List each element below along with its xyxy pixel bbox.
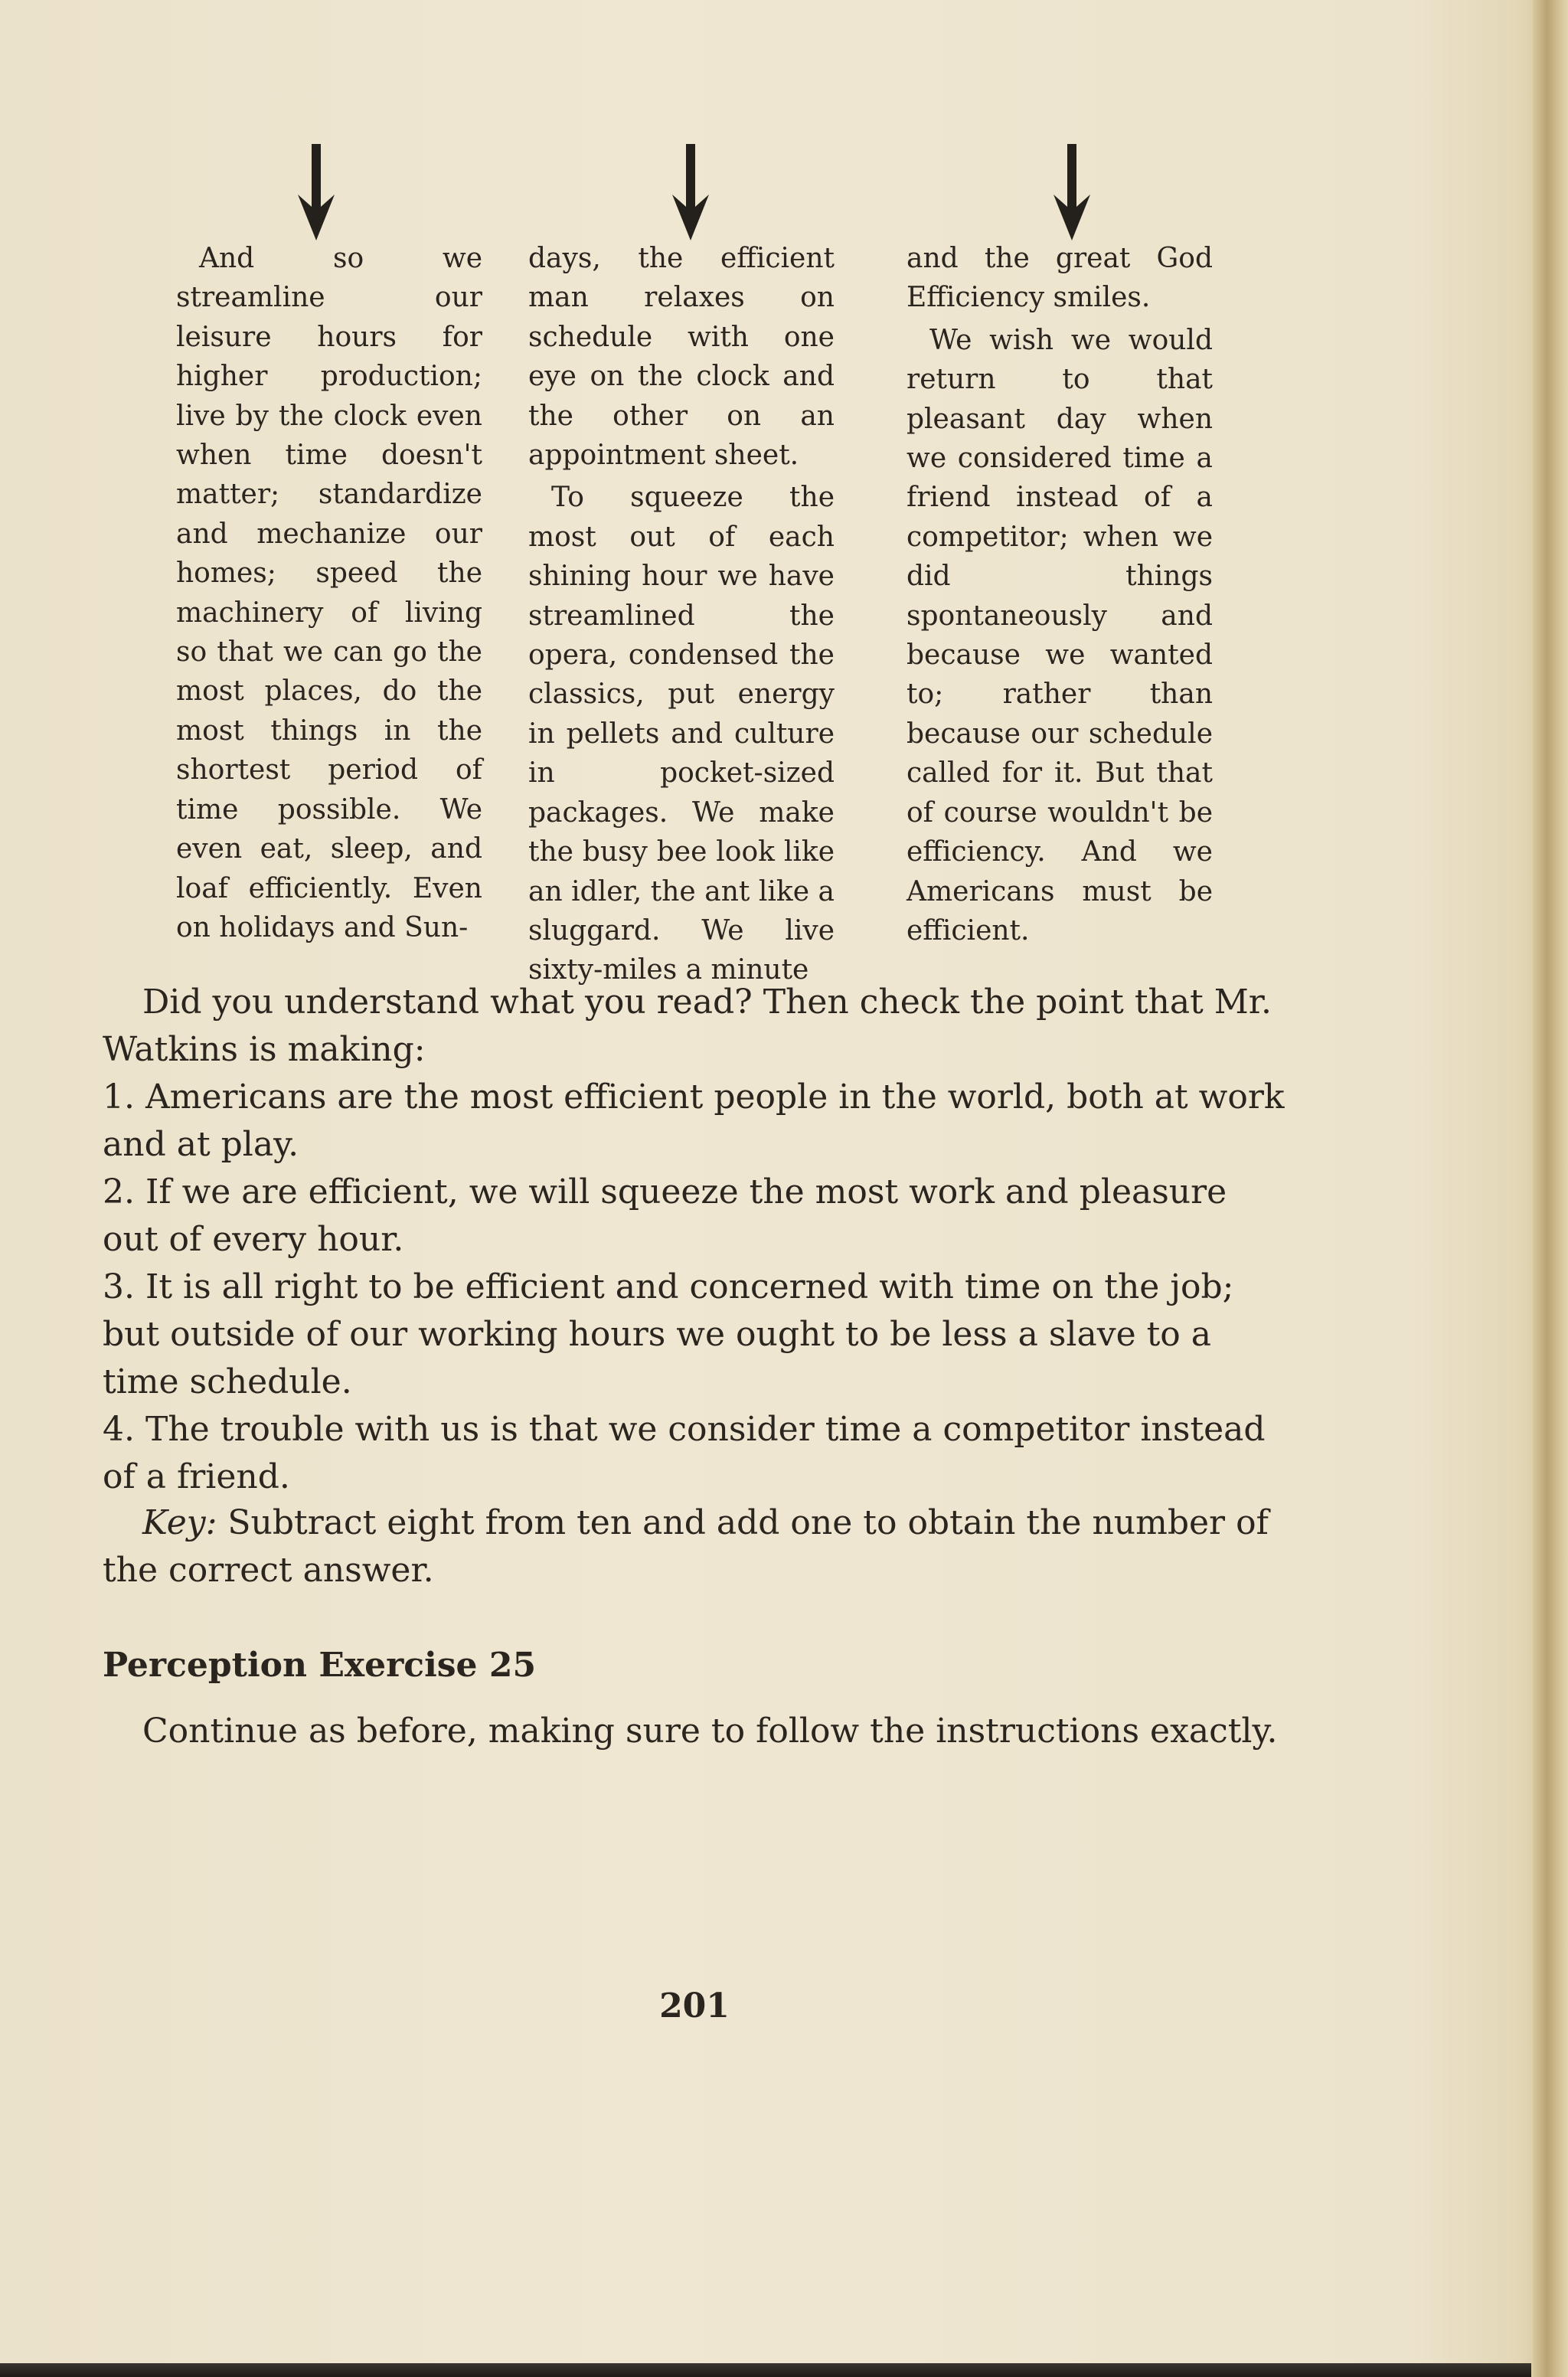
- reading-column-3: [906, 239, 1213, 950]
- answer-choice: 4. The trouble with us is that we consider time a competitor instead of a friend.: [103, 1410, 1266, 1496]
- column-paragraph: And so we streamline our leisure hours for higher production; live by the clock even when time doesn't matter; standardize and mechanize our homes; speed the machinery of living so that we can go the most places, do the most things in the shortest period of time possible. We even eat, sleep, and loaf efficiently. Even on holidays and Sun-: [176, 243, 482, 943]
- reading-column-2: [528, 239, 835, 990]
- key-label: Key:: [142, 1503, 217, 1542]
- column-paragraph: We wish we would return to that pleasant day when we considered time a friend instead of a competitor; when we did things spontaneously and because we wanted to; rather than because our schedule called for it. But that of course wouldn't be efficiency. And we Americans must be efficient.: [906, 324, 1213, 947]
- comprehension-question: [103, 979, 1286, 1074]
- answer-key-text: [103, 1499, 1286, 1594]
- instructions-text: Continue as before, making sure to follow the instructions exactly.: [142, 1712, 1278, 1751]
- key-text: Subtract eight from ten and add one to obtain the number of the correct answer.: [103, 1503, 1269, 1590]
- exercise-heading: Perception Exercise 25: [103, 1646, 537, 1685]
- page-bottom-edge: [0, 2363, 1531, 2377]
- answer-choice: 2. If we are efficient, we will squeeze the most work and pleasure out of every hour.: [103, 1172, 1227, 1259]
- answer-key: [103, 1499, 1286, 1594]
- column-paragraph: To squeeze the most out of each shining hour we have streamlined the opera, condensed the classics, put energy in pellets and culture in pocket-sized packages. We make the busy bee look like an idler, the ant like a sluggard. We live sixty-miles a minute: [528, 482, 835, 986]
- down-arrow-icon: [1049, 144, 1095, 242]
- page-binding-edge: [1533, 0, 1568, 2377]
- column-paragraph: and the great God Efficiency smiles.: [906, 243, 1213, 314]
- column-paragraph: days, the efficient man relaxes on schedule with one eye on the clock and the other on an appointment sheet.: [528, 243, 835, 472]
- answer-choice: 1. Americans are the most efficient people in the world, both at work and at play.: [103, 1077, 1285, 1164]
- exercise-instructions: [103, 1708, 1286, 1755]
- reading-column-1: [176, 239, 482, 947]
- page-number: 201: [659, 1986, 730, 2026]
- question-text: Did you understand what you read? Then check the point that Mr. Watkins is making:: [103, 983, 1272, 1069]
- answer-choice: 3. It is all right to be efficient and concerned with time on the job; but outside of our working hours we ought to be less a slave to a time schedule.: [103, 1267, 1234, 1401]
- answer-choices: [103, 1074, 1286, 1501]
- down-arrow-icon: [293, 144, 339, 242]
- down-arrow-icon: [668, 144, 714, 242]
